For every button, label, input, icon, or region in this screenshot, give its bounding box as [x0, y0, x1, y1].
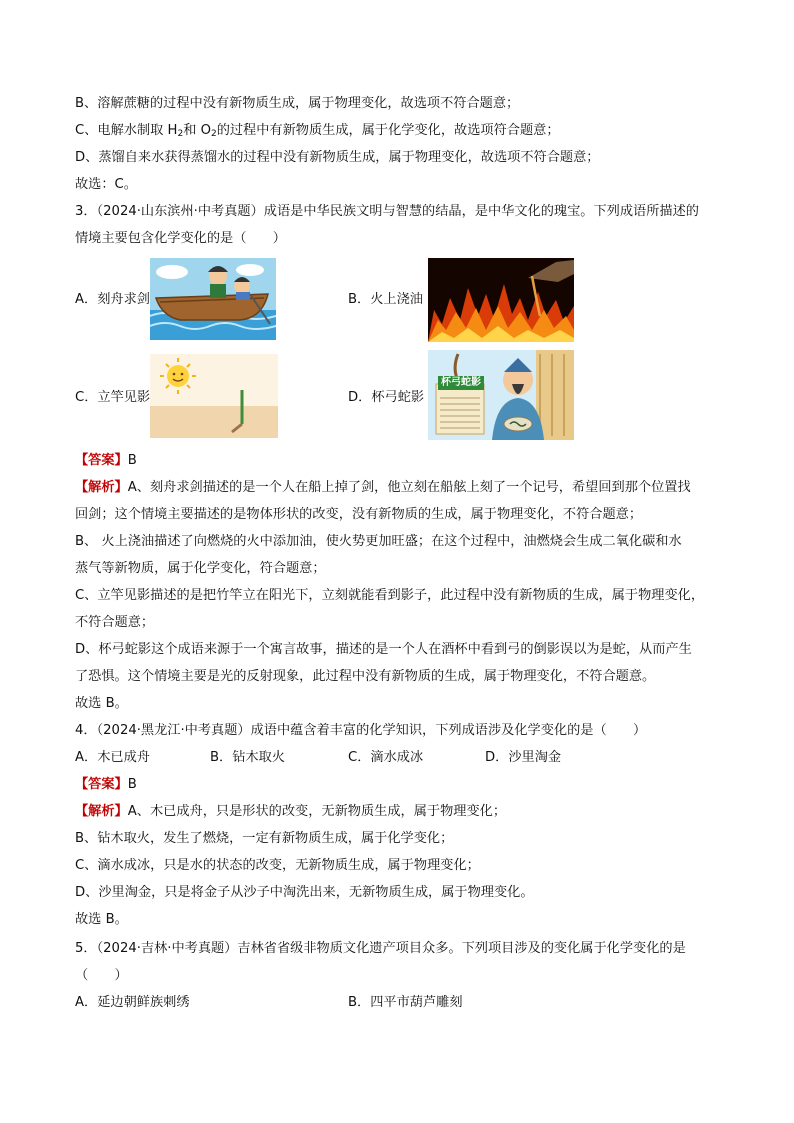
fire-icon: [428, 258, 574, 342]
q3-stem-line2: 情境主要包含化学变化的是（ ）: [75, 231, 286, 246]
q3-analysis-a-line2: 回剑；这个情境主要描述的是物体形状的改变，没有新物质的生成，属于物理变化，不符合题意；: [75, 507, 643, 522]
q3-option-b: B．火上浇油: [348, 292, 423, 307]
q3-analysis-d-line1: D、杯弓蛇影这个成语来源于一个寓言故事，描述的是一个人在酒杯中看到弓的倒影误以为是蛇，从而产生: [75, 642, 692, 657]
q3-analysis-c-line1: C、立竿见影描述的是把竹竿立在阳光下，立刻就能看到影子，此过程中没有新物质的生成，属于物理变化，: [75, 588, 705, 603]
q5-stem-line1: 5．（2024·吉林·中考真题）吉林省省级非物质文化遗产项目众多。下列项目涉及的变化属于化学变化的是: [75, 941, 686, 956]
q4-analysis-c: C、滴水成冰，只是水的状态的改变，无新物质生成，属于物理变化；: [75, 858, 480, 873]
boat-illustration: [150, 258, 276, 340]
q4-option-b: B．钻木取火: [210, 750, 285, 765]
q3-option-c: C．立竿见影: [75, 390, 151, 405]
q3-analysis-b-line2: 蒸气等新物质，属于化学变化，符合题意；: [75, 561, 326, 576]
q3-conclusion: 故选 B。: [75, 696, 128, 711]
q3-analysis-a-line1: 【解析】A、刻舟求剑描述的是一个人在船上掉了剑，他立刻在船舷上刻了一个记号，希望回到那个位置找: [75, 480, 691, 495]
q3-analysis-b-line1: B、 火上浇油描述了向燃烧的火中添加油，使火势更加旺盛；在这个过程中，油燃烧会生成二氧化碳和水: [75, 534, 682, 549]
q5-option-a: A．延边朝鲜族刺绣: [75, 995, 190, 1010]
sun-icon: [150, 354, 278, 438]
q3-analysis-d-line2: 了恐惧。这个情境主要是光的反射现象，此过程中没有新物质的生成，属于物理变化，不符合题意。: [75, 669, 656, 684]
q4-option-a: A．木已成舟: [75, 750, 150, 765]
q5-stem-line2: （ ）: [75, 968, 128, 983]
q3-option-a: A．刻舟求剑: [75, 292, 150, 307]
q5-option-b: B．四平市葫芦雕刻: [348, 995, 463, 1010]
bow-snake-caption: 杯弓蛇影: [438, 376, 484, 390]
boat-icon: [150, 258, 276, 340]
q4-stem: 4．（2024·黑龙江·中考真题）成语中蕴含着丰富的化学知识，下列成语涉及化学变化的是（ ）: [75, 723, 647, 738]
prev-option-d-analysis: D、蒸馏自来水获得蒸馏水的过程中没有新物质生成，属于物理变化，故选项不符合题意；: [75, 150, 600, 165]
fire-oil-photo: [428, 258, 574, 342]
q4-analysis-a: 【解析】A、木已成舟，只是形状的改变，无新物质生成，属于物理变化；: [75, 804, 507, 819]
q4-answer: 【答案】B: [75, 777, 137, 792]
q4-conclusion: 故选 B。: [75, 912, 128, 927]
q4-option-c: C．滴水成冰: [348, 750, 424, 765]
q3-stem-line1: 3．（2024·山东滨州·中考真题）成语是中华民族文明与智慧的结晶，是中华文化的瑰宝。下列成语所描述的: [75, 204, 699, 219]
prev-answer: 故选：C。: [75, 177, 137, 192]
q3-answer: 【答案】B: [75, 453, 137, 468]
prev-option-c-analysis: C、电解水制取 $H_2$和 $O_2$的过程中有新物质生成，属于化学变化，故选项符合题意；: [75, 123, 560, 139]
pole-shadow-illustration: [150, 354, 278, 438]
q4-analysis-d: D、沙里淘金，只是将金子从沙子中淘洗出来，无新物质生成，属于物理变化。: [75, 885, 534, 900]
bow-snake-illustration: [428, 350, 574, 440]
prev-option-b-analysis: B、溶解蔗糖的过程中没有新物质生成，属于物理变化，故选项不符合题意；: [75, 96, 520, 111]
q3-option-d: D．杯弓蛇影: [348, 390, 425, 405]
bow-snake-icon: [428, 350, 574, 440]
q4-option-d: D．沙里淘金: [485, 750, 562, 765]
q3-analysis-c-line2: 不符合题意；: [75, 615, 155, 630]
q4-analysis-b: B、钻木取火，发生了燃烧，一定有新物质生成，属于化学变化；: [75, 831, 454, 846]
